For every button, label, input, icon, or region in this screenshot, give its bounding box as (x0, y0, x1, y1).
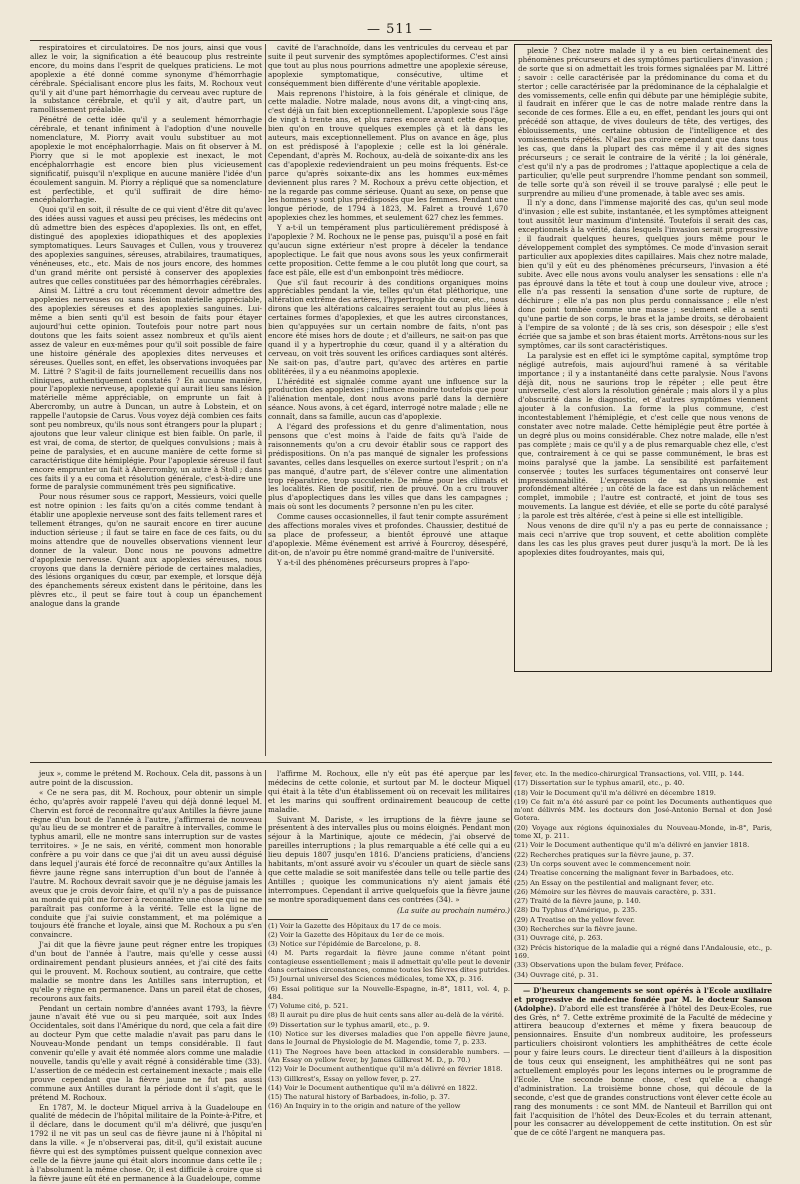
footnote: (15) The natural history of Barbadoes, in-folio, p. 37. (268, 1093, 450, 1102)
footnote: (28) Du Typhus d'Amérique, p. 235. (514, 906, 638, 915)
footnote: (34) Ouvrage cité, p. 31. (514, 970, 599, 979)
paragraph: Il n'y a donc, dans l'immense majorité des cas, qu'un seul mode d'invasion ; elle est subite, instantanée, et les symptômes atteignent tout aussitôt leur maximum d'intensité. Toutefois il serait des cas, exceptionnels à la vérité, dans lesquels l'invasion serait progressive ; il faudrait quelques heures, quelques jours même pour le développement complet des symptômes. Ce mode d'invasion serait particulier aux apoplexies dites capillaires. Mais chez notre malade, bien qu'il y eût eu des phénomènes précurseurs, l'invasion a été subite. Avec elle nous avons voulu analyser les sensations : elle n'a pas éprouvé dans la tête et tout à coup une douleur vive, atroce ; elle n'a pas ressenti la sensation d'une sorte de rupture, de déchirure ; elle n'a pas non plus perdu connaissance ; elle n'est donc point tombée comme une masse ; seulement elle a senti qu'une partie de son corps, le bras et la jambe droits, se dérobaient à l'empire de sa volonté ; de là ses cris, son désespoir ; elle s'est écriée que sa jambe et son bras étaient morts. Arrêtons-nous sur les symptômes, car ils sont caractéristiques. (518, 198, 768, 350)
paragraph: Ainsi M. Littré a cru tout récemment devoir admettre des apoplexies nerveuses ou sans lésion matérielle appréciable, des apoplexies séreuses et des apoplexies sanguines. Lui-même a bien senti qu'il est besoin de faits pour étayer aujourd'hui cette opinion. Toutefois pour notre part nous doutons que les faits soient assez nombreux et qu'ils aient assez de valeur en eux-mêmes pour qu'il soit possible de faire une histoire générale des apoplexies dites nerveuses et séreuses. Quelles sont, en effet, les observations invoquées par M. Littré ? S'agit-il de faits journellement recueillis dans nos cliniques, authentiquement constatés ? En aucune manière, pour l'apoplexie nerveuse, apoplexie qui aurait lieu sans lésion matérielle même appréciable, on emprunte un fait à Abercromby, un autre à Duncan, un autre à Lobstein, et on rappelle l'autopsie de Carus. Vous voyez déjà combien ces faits sont peu nombreux, qu'ils nous sont étrangers pour la plupart ; ajoutons que leur valeur clinique est bien faible. On parle, il est vrai, de coma, de stertor, de quelques convulsions ; mais à peine de paralysies, et en aucune manière de cette forme si caractéristique dite hémiplégie. Pour l'apoplexie séreuse il faut encore emprunter un fait à Abercromby, un autre à Stoll ; dans ces faits il y a eu coma et résolution générale, c'est-à-dire une forme de paralysie communément très peu significative. (30, 286, 262, 492)
paragraph: Y a-t-il des phénomènes précurseurs propres à l'apo- (277, 557, 470, 567)
column-divider (265, 44, 266, 756)
column-2 (268, 44, 508, 756)
footnote: (29) A Treatise on the yellow fever. (514, 915, 635, 924)
paragraph: plexie ? Chez notre malade il y a eu bien certainement des phénomènes précurseurs et des symptômes particuliers d'invasion ; de sorte que si on admettait les trois formes signalées par M. Littré ; savoir : celle caractérisée par la prédominance du coma et du stertor ; celle caractérisée par la prédominance de la céphalalgie et des vomissements, celle enfin qui débute par une hémiplégie subite, il faudrait en inférer que le cas de notre malade rentre dans la seconde de ces formes. Elle a eu, en effet, pendant les jours qui ont précédé son attaque, de vives douleurs de tête, des vertiges, des éblouissements, une certaine obtusion de l'intelligence et des vomissements répétés. N'allez pas croire cependant que dans tous les cas, que dans la plupart des cas même il y ait des signes précurseurs ; ce serait le contraire de la vérité ; la loi générale, c'est qu'il n'y a pas de prodromes ; l'attaque apoplectique a cela de particulier, qu'elle peut surprendre l'homme pendant son sommeil, de telle sorte qu'à son réveil il se trouve paralysé ; elle peut le surprendre au milieu d'une promenade, à table avec ses amis. (518, 46, 768, 198)
footnote: (33) Observations upon the bulam fever, Préface. (514, 961, 684, 970)
paragraph: cavité de l'arachnoïde, dans les ventricules du cerveau et par suite il peut survenir des symptômes apoplectiformes. C'est ainsi que tout au plus nous pourrions admettre une apoplexie séreuse, apoplexie symptomatique, consécutive, ultime et conséquemment bien différente d'une véritable apoplexie. (268, 43, 508, 88)
footnote: (32) Précis historique de la maladie qui a régné dans l'Andalousie, etc., p. 169. (514, 943, 772, 960)
paragraph: l'affirme M. Rochoux, elle n'y eût pas été aperçue par les médecins de cette colonie, et surtout par M. le docteur Miquel qui était à la tête d'un établissement où on recevait les militaires et les marins qui souffrent ordinairement beaucoup de cette maladie. (268, 769, 510, 814)
footnote: (8) Il aurait pu dire plus de huit cents sans aller au-delà de la vérité. (268, 1011, 504, 1020)
footnote: (27) Traité de la fièvre jaune, p. 140. (514, 897, 641, 906)
news-body: D'abord elle est transférée à l'hôtel des Deux-Ecoles, rue des Grès, n° 7. Cette extrême proximité de la Faculté de médecine y attirera beaucoup d'externes et même y fixera beaucoup de pensionnaires. Ensuite d'un nombreux auditoire, les professeurs particuliers choisiront volontiers les amphithéâtres de cette école pour y faire leurs cours. Le directeur tient d'ailleurs à la disposition de tous ceux qui enseignent, les amphithéâtres qui ne sont pas actuellement employés pour les leçons internes ou le programme de l'Ecole. Une seconde bonne chose, c'est qu'elle a changé d'administration. La troisième bonne chose, qui découle de la seconde, c'est que de grandes constructions vont élever cette école au rang des monuments : ce sont MM. de Nanteuil et Barrillon qui ont fait l'acquisition de l'hôtel des Deux-Ecoles et du terrain attenant, pour les consacrer au développement de cette institution. On est sûr que de ce côté l'argent ne manquera pas. (514, 1003, 772, 1138)
footnote: (13) Gillkrest's, Essay on yellow fever, p. 27. (268, 1074, 421, 1083)
footnote: (6) Essai politique sur la Nouvelle-Espagne, in-8°, 1811, vol. 4, p. 484. (268, 984, 510, 1001)
footnote: fever, etc. In the medico-chirurgical Transactions, vol. VIII, p. 144. (514, 770, 745, 778)
footnote: (14) Voir le Document authentique qu'il m'a délivré en 1822. (268, 1083, 478, 1092)
footnote: (24) Treatise concerning the malignant fever in Barbadoes, etc. (514, 869, 734, 878)
footnote: (19) Ce fait m'a été assuré par ce point les Documents authentiques que m'ont délivrés MM. les docteurs don José-Antonio Bernal et don José Gotera. (514, 797, 772, 823)
paragraph: L'hérédité est signalée comme ayant une influence sur la production des apoplexies ; influence moindre toutefois que pour l'aliénation mentale, dont nous avons parlé dans la dernière séance. Nous avons, à cet égard, interrogé notre malade ; elle ne connaît, dans sa famille, aucun cas d'apoplexie. (268, 376, 508, 422)
footnote: (20) Voyage aux régions équinoxiales du Nouveau-Monde, in-8°, Paris, tome XI, p. 211. (514, 823, 772, 841)
footnote: (2) Voir la Gazette des Hôpitaux du 1er de ce mois. (268, 930, 445, 939)
paragraph: Mais reprenons l'histoire, à la fois générale et clinique, de cette maladie. Notre malade, nous avons dit, a vingt-cinq ans, c'est déjà un fait bien exceptionnellement. L'apoplexie sous l'âge de vingt à trente ans, et plus rares encore avant cette époque, bien qu'on en trouve quelques exemples çà et là dans les auteurs, mais exceptionnellement. Plus on avance en âge, plus on est prédisposé à l'apoplexie ; celle est la loi générale. Cependant, d'après M. Rochoux, au-delà de soixante-dix ans les cas d'apoplexie redeviendraient un peu moins fréquents. Est-ce parce qu'après soixante-dix ans les hommes eux-mêmes deviennent plus rares ? M. Rochoux a prévu cette objection, et ne la regarde pas comme sérieuse. Quant au sexe, on pense que les hommes y sont plus prédisposés que les femmes. Pendant une longue période, de 1794 à 1823, M. Falret a trouvé 1,670 apoplexies chez les hommes, et seulement 627 chez les femmes. (268, 88, 508, 223)
footnote-rule (268, 919, 328, 920)
news-lead: — D'heureux changements se sont opérés à l'Ecole auxiliaire et progressive de médecine fondée par M. le docteur Sanson (Adolphe). (514, 985, 772, 1013)
paragraph: Que s'il faut recourir à des conditions organiques moins appréciables pendant la vie, telles qu'un état pléthorique, une altération extrême des artères, l'hypertrophie du cœur, etc., nous dirons que les altérations calcaires seraient tout au plus liées à certaines formes d'apoplexies, et que les autres circonstances, bien qu'appuyées sur un certain nombre de faits, n'ont pas encore été mises hors de doute ; et d'ailleurs, ne sait-on pas que quand il y a hypertrophie du cœur, quand il y a altération du cerveau, on voit très souvent les orifices cardiaques sont altérés. Ne sait-on pas, d'autre part, qu'avec des artères en partie oblitérées, il y a eu néanmoins apoplexie. (268, 277, 508, 376)
column-divider (511, 770, 512, 1130)
paragraph: Pour nous résumer sous ce rapport, Messieurs, voici quelle est notre opinion : les faits qu'on a cités comme tendant à établir une apoplexie nerveuse sont des faits tellement rares et tellement étranges, qu'on ne saurait encore en tirer aucune induction sérieuse ; il faut se taire en face de ces faits, ou du moins attendre que de nouvelles observations viennent leur donner de la valeur. Donc nous ne pouvons admettre d'apoplexie nerveuse. Quant aux apoplexies séreuses, nous croyons que dans la dernière période de certaines maladies, des lésions organiques du cœur, par exemple, et lorsque déjà des épanchements séreux existent dans le péritoine, dans les plèvres etc., il peut se faire tout à coup un épanchement analogue dans la grande (30, 492, 262, 609)
footnote: (23) Un corps souvent avec le commencement noir. (514, 859, 691, 868)
paragraph: En 1787, M. le docteur Miquel arriva à la Guadeloupe en qualité de médecin de l'hôpital militaire de la Pointe-à-Pitre, et il déclare, dans le document qu'il m'a délivré, que jusqu'en 1792 il ne vit pas un seul cas de fièvre jaune ni à l'hôpital ni dans la ville. « Je n'observerai pas, dit-il, qu'il existait aucune fièvre qui est des symptômes puissent quelque connexion avec celle de la fièvre jaune qui était alors inconnue dans cette île ; à l'absolument la même chose. Or, il est difficile à croire que si la fièvre jaune eût été en permanence à la Guadeloupe, comme (30, 1102, 262, 1183)
footnote: (18) Voir le Document qu'il m'a délivré en décembre 1819. (514, 788, 716, 797)
paragraph: Comme causes occasionnelles, il faut tenir compte assurément des affections morales vives et profondes. Chaussier, destitué de sa place de professeur, a bientôt éprouvé une attaque d'apoplexie. Même événement est arrivé à Fourcroy, désespéré, dit-on, de n'avoir pu être nommé grand-maître de l'université. (268, 512, 508, 557)
paragraph: Nous venons de dire qu'il n'y a pas eu perte de connaissance ; mais ceci n'arrive que trop souvent, et cette abolition complète dans les cas les plus graves peut durer jusqu'à la mort. De là les apoplexies dites foudroyantes, mais qui, (518, 521, 768, 557)
continued-note: (La suite au prochain numéro.) (397, 905, 510, 915)
column-4 (30, 769, 262, 1183)
paragraph: « Ce ne sera pas, dit M. Rochoux, pour obtenir un simple écho, qu'après avoir rappelé l'aveu qui déjà donné lequel M. Chervin est forcé de reconnaître qu'aux Antilles la fièvre jaune règne d'un bout de l'année à l'autre, j'affirmerai de nouveau qu'au lieu de se montrer et de paraître à intervalles, comme le typhus amaril, elle ne montre sans interruption sur de vastes territoires. » Je ne sais, en vérité, comment mon honorable confrère a pu voir dans ce que j'ai dit un aveu aussi déguisé dans lequel j'aurais été forcé de reconnaître qu'aux Antilles la fièvre jaune règne sans interruption d'un bout de l'année à l'autre. M. Rochoux devrait savoir que je ne déguise jamais les aveux que je crois devoir faire, et qu'il n'y a pas de puissance au monde qui pût me forcer à reconnaître une chose qui ne me paraîtrait pas conforme à la vérité. Telle est la ligne de conduite que j'ai suivie constamment, et ma polémique a toujours été franche et loyale, ainsi que M. Rochoux a pu s'en convaincre. (30, 787, 262, 940)
footnote: (31) Ouvrage cité, p. 263. (514, 934, 603, 943)
paragraph: Y a-t-il un tempérament plus particulièrement prédisposé à l'apoplexie ? M. Rochoux ne le pense pas, puisqu'il a posé en fait qu'aucun signe extérieur n'est propre à déceler la tendance apoplectique. Le fait que nous avons sous les yeux confirmerait cette proposition. Cette femme a le cou plutôt long que court, sa face est pâle, elle est d'un embonpoint très médiocre. (268, 223, 508, 277)
paragraph: J'ai dit que la fièvre jaune peut régner entre les tropiques d'un bout de l'année à l'autre, mais qu'elle y cesse aussi ordinairement pendant plusieurs années, et j'ai cité des faits qui le prouvent. M. Rochoux soutient, au contraire, que cette maladie se montre dans les Antilles sans interruption, et qu'elle y règne en permanence. Dans un pareil état de choses, recourons aux faits. (30, 940, 262, 1003)
paragraph: Suivant M. Dariste, « les irruptions de la fièvre jaune se présentent à des intervalles plus ou moins éloignés. Pendant mon séjour à la Martinique, ajoute ce médecin, j'ai observé de pareilles interruptions ; la plus remarquable a été celle qui a eu lieu depuis 1807 jusqu'en 1816. D'anciens praticiens, d'anciens habitants, m'ont assuré avoir vu s'écouler un quart de siècle sans que cette maladie se soit manifestée dans telle ou telle partie des Antilles ; quoique les communications n'y aient jamais été interrompues. Cependant il arrive quelquefois que la fièvre jaune se montre sporadiquement dans ces contrées (34). » (268, 814, 510, 904)
paragraph: jeux », comme le prétend M. Rochoux. Cela dit, passons à un autre point de la discussion. (30, 769, 262, 787)
paragraph: Quoi qu'il en soit, il résulte de ce qui vient d'être dit qu'avec des idées aussi vagues et aussi peu précises, les médecins ont dû admettre bien des espèces d'apoplexies. Ils ont, en effet, distingué des apoplexies idiopathiques et des apoplexies symptomatiques. Leurs Sauvages et Cullen, vous y trouverez des apoplexies sanguines, séreuses, atrabilaires, traumatiques, vénéneuses, etc., etc. Mais de nos jours encore, des hommes d'un grand mérite ont persisté à conserver des apoplexies autres que celles constituées par des hémorrhagies cérébrales. (30, 205, 262, 286)
section-rule (30, 762, 772, 763)
footnote: (25) An Essay on the pestilential and malignant fever, etc. (514, 878, 714, 887)
footnote: (26) Mémoire sur les fièvres de mauvais caractère, p. 331. (514, 887, 716, 896)
footnote: (30) Recherches sur la fièvre jaune. (514, 925, 638, 934)
column-5 (268, 770, 510, 1130)
footnote: (4) M. Parts regardait la fièvre jaune comme n'étant point contagieuse essentiellement ; mais il admettait qu'elle peut le devenir dans certaines circonstances, comme toutes les fièvres dites putrides. (268, 949, 511, 974)
footnote: (3) Notice sur l'épidémie de Barcelone, p. 8. (268, 940, 421, 949)
column-divider (265, 770, 266, 1130)
footnote: (21) Voir le Document authentique qu'il m'a délivré en janvier 1818. (514, 841, 750, 850)
header-rule (30, 40, 772, 41)
column-1 (30, 44, 262, 756)
column-3-boxed (514, 44, 772, 672)
column-6 (514, 770, 772, 1138)
footnote: (7) Volume cité, p. 521. (268, 1002, 349, 1011)
news-item (514, 987, 772, 1138)
news-rule (514, 983, 772, 984)
footnote: (16) An Inquiry in to the origin and nature of the yellow (268, 1102, 461, 1111)
footnote: (9) Dissertation sur le typhus amaril, etc., p. 9. (268, 1020, 430, 1029)
footnote: (22) Recherches pratiques sur la fièvre jaune, p. 37. (514, 850, 694, 859)
footnote: (11) The Negroes have been attacked in considerable numbers. — (An Essay on yellow fever, by James Gillkrest M. D., p. 70.) (268, 1047, 510, 1064)
footnote: (17) Dissertation sur le typhus amaril, etc., p. 40. (514, 779, 685, 788)
footnote: (1) Voir la Gazette des Hôpitaux du 17 de ce mois. (268, 921, 442, 930)
paragraph: A l'égard des professions et du genre d'alimentation, nous pensons que c'est moins à l'aide de faits qu'à l'aide de raisonnements qu'on a cru devoir établir sous ce rapport des prédispositions. On n'a pas manqué de signaler les professions savantes, celles dans lesquelles on exerce surtout l'esprit ; on n'a pas manqué, d'autre part, de s'élever contre une alimentation trop réparatrice, trop succulente. De même pour les climats et les localités. Rien de positif, rien de prouvé. On a cru trouver plus d'apoplectiques dans les villes que dans les campagnes ; mais où sont les documents ? personne n'en pu les citer. (268, 422, 508, 512)
footnote: (12) Voir le Document authentique qu'il m'a délivré en février 1818. (268, 1065, 503, 1074)
footnote: (5) Journal universel des Sciences médicales, tome XX, p. 316. (268, 975, 484, 984)
paragraph: Pendant un certain nombre d'années avant 1793, la fièvre jaune n'avait été vue ou si peu marquée, soit aux Indes Occidentales, soit dans l'Amérique du nord, que cela a fait dire au docteur Pym que cette maladie n'avait pas paru dans le Nouveau-Monde pendant un temps considérable. Il faut convenir qu'elle y avait été nommée alors comme une maladie nouvelle, tandis qu'elle y avait régné à considérable time (33). L'assertion de ce médecin est certainement inexacte ; mais elle prouve cependant que la fièvre jaune ne fut pas aussi commune aux Antilles durant la période dont il s'agit, que le prétend M. Rochoux. (30, 1003, 262, 1102)
paragraph: La paralysie est en effet ici le symptôme capital, symptôme trop négligé autrefois, mais aujourd'hui ramené à sa véritable importance ; il y a instantanéité dans cette paralysie. Nous l'avons déjà dit, nous ne saurions trop le répéter ; elle peut être universelle, c'est alors la résolution générale ; mais alors il y a plus d'obscurité dans le diagnostic, et d'autres symptômes viennent ajouter à la confusion. La forme la plus commune, c'est incontestablement l'hémiplégie, et c'est celle que nous venons de constater avec notre malade. Cette hémiplégie peut être portée à un degré plus ou moins considérable. Chez notre malade, elle n'est pas complète ; mais ce qu'il y a de plus remarquable chez elle, c'est que, contrairement à ce qui se passe communément, le bras est moins paralysé que la jambe. La sensibilité est parfaitement conservée ; toutes les surfaces tégumentaires ont conservé leur impressionnabilité. L'expression de sa physionomie est profondément altérée ; un côté de la face est dans un relâchement complet, immobile ; l'autre est contracté, et joint de tous ses mouvements. La langue est déviée, et elle se porte du côté paralysé ; la parole est très altérée, c'est à peine si elle est intelligible. (518, 350, 768, 521)
paragraph: Pénétré de cette idée qu'il y a seulement hémorrhagie cérébrale, et tenant infiniment à l'adoption d'une nouvelle nomenclature, M. Piorry avait voulu substituer au mot apoplexie le mot encéphalorrhagie. Mais on fit observer à M. Piorry que si le mot apoplexie est inexact, le mot encéphalorrhagie est encore bien plus vicieusement significatif, puisqu'il n'explique en aucune manière l'idée d'un écoulement sanguin. M. Piorry a répliqué que sa nomenclature est perfectible, et qu'il suffirait de dire hémo-encéphalorrhagie. (30, 115, 262, 205)
footnote: (10) Notice sur les diverses maladies que l'on appelle fièvre jaune, dans le Journal de Physiologie de M. Magendie, tome 7, p. 233. (268, 1030, 510, 1047)
paragraph: respiratoires et circulatoires. De nos jours, ainsi que vous allez le voir, la signification a été beaucoup plus restreinte encore, du moins dans l'esprit de quelques praticiens. Le mot apoplexie a été donné comme synonyme d'hémorrhagie cérébrale. Spécialisant encore plus les faits, M. Rochoux veut qu'il y ait d'une part hémorrhagie du cerveau avec rupture de la substance cérébrale, et qu'il y ait, d'autre part, un ramollissement préalable. (30, 43, 262, 115)
page-number: — 511 — (366, 22, 434, 37)
